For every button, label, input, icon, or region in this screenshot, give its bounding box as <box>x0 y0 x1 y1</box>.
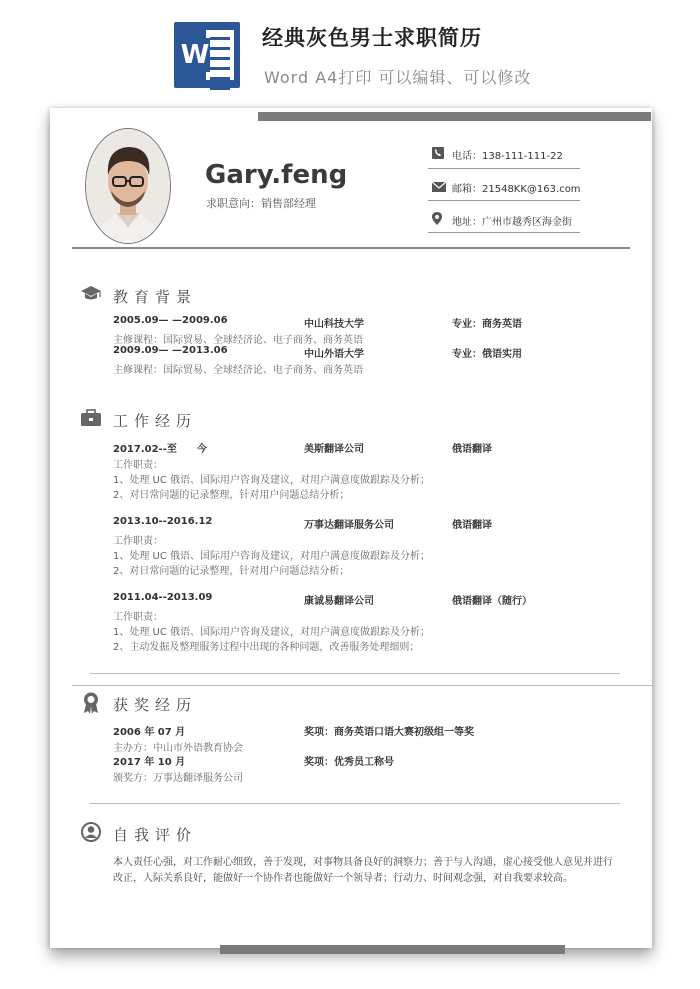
edu-courses: 主修课程：国际贸易、全球经济论、电子商务、商务英语 <box>113 335 363 346</box>
edu-courses: 主修课程：国际贸易、全球经济论、电子商务、商务英语 <box>113 365 363 376</box>
work-period: 2013.10--2016.12 <box>113 516 213 527</box>
edu-period: 2009.09— —2013.06 <box>113 345 228 356</box>
work-duty-line: 1、处理 UC 俄语、国际用户咨询及建议，对用户满意度做跟踪及分析； <box>113 475 431 486</box>
edu-period: 2005.09— —2009.06 <box>113 315 228 326</box>
briefcase-icon <box>80 409 102 431</box>
section-divider <box>90 673 620 674</box>
work-duty-label: 工作职责： <box>113 612 163 623</box>
person-icon <box>80 822 102 844</box>
template-banner <box>0 0 700 100</box>
award-org: 颁奖方：万事达翻译服务公司 <box>113 773 243 784</box>
word-document-icon <box>174 22 240 88</box>
envelope-icon <box>432 181 446 195</box>
profile-photo <box>85 128 171 244</box>
word-icon-letter: W <box>180 40 210 70</box>
work-company: 康诚易翻译公司 <box>304 596 374 607</box>
self-title: 自我评价 <box>113 826 198 844</box>
phone-icon <box>432 147 446 162</box>
phone-text: 电话：138-111-111-22 <box>452 151 563 162</box>
edu-school: 中山外语大学 <box>304 349 364 360</box>
work-duty-line: 2、对日常问题的记录整理，针对用户问题总结分析； <box>113 490 350 501</box>
self-evaluation-text: 本人责任心强，对工作耐心细致，善于发现，对事物具备良好的洞察力；善于与人沟通，虚心接受他人意见并进行改正，人际关系良好，能做好一个协作者也能做好一个领导者；行动力、时间观念强，对自我要求较高。 <box>113 857 613 884</box>
contact-address <box>432 212 572 228</box>
top-accent-bar <box>258 112 651 121</box>
section-divider <box>90 803 620 804</box>
work-duty-line: 1、处理 UC 俄语、国际用户咨询及建议，对用户满意度做跟踪及分析； <box>113 551 431 562</box>
edu-school: 中山科技大学 <box>304 319 364 330</box>
edu-major: 专业：商务英语 <box>452 319 522 330</box>
candidate-name: Gary.feng <box>205 160 348 190</box>
contact-phone <box>432 147 563 162</box>
template-subtitle: Word A4打印 可以编辑、可以修改 <box>264 68 532 87</box>
work-duty-line: 2、主动发掘及整理服务过程中出现的各种问题，改善服务处理细则； <box>113 642 420 653</box>
contact-divider <box>428 232 580 233</box>
award-date: 2006 年 07 月 <box>113 727 186 738</box>
work-period: 2017.02--至 今 <box>113 444 207 455</box>
award-date: 2017 年 10 月 <box>113 757 186 768</box>
contact-divider <box>428 168 580 169</box>
award-name: 奖项：商务英语口语大赛初级组一等奖 <box>304 727 474 738</box>
edu-major: 专业：俄语实用 <box>452 349 522 360</box>
work-title: 工作经历 <box>113 412 198 430</box>
work-duty-line: 1、处理 UC 俄语、国际用户咨询及建议，对用户满意度做跟踪及分析； <box>113 627 431 638</box>
work-duty-line: 2、对日常问题的记录整理，针对用户问题总结分析； <box>113 566 350 577</box>
job-intent: 求职意向：销售部经理 <box>206 197 316 210</box>
header-divider <box>72 247 630 249</box>
section-divider <box>72 685 652 686</box>
work-duty-label: 工作职责： <box>113 460 163 471</box>
work-period: 2011.04--2013.09 <box>113 592 213 603</box>
education-title: 教育背景 <box>113 288 198 306</box>
medal-icon <box>80 692 102 714</box>
award-org: 主办方：中山市外语教育协会 <box>113 743 243 754</box>
contact-divider <box>428 200 580 201</box>
work-role: 俄语翻译 <box>452 444 492 455</box>
email-text: 邮箱：21548KK@163.com <box>452 184 581 195</box>
awards-title: 获奖经历 <box>113 696 198 714</box>
location-pin-icon <box>432 212 446 228</box>
work-role: 俄语翻译（随行） <box>452 596 532 607</box>
template-title: 经典灰色男士求职简历 <box>262 26 482 50</box>
address-text: 地址：广州市越秀区海金街 <box>452 217 572 228</box>
work-duty-label: 工作职责： <box>113 536 163 547</box>
work-company: 万事达翻译服务公司 <box>304 520 394 531</box>
bottom-accent-bar <box>220 945 565 954</box>
graduation-cap-icon <box>80 285 102 307</box>
work-role: 俄语翻译 <box>452 520 492 531</box>
contact-email <box>432 180 581 195</box>
award-name: 奖项：优秀员工称号 <box>304 757 394 768</box>
work-company: 美斯翻译公司 <box>304 444 364 455</box>
